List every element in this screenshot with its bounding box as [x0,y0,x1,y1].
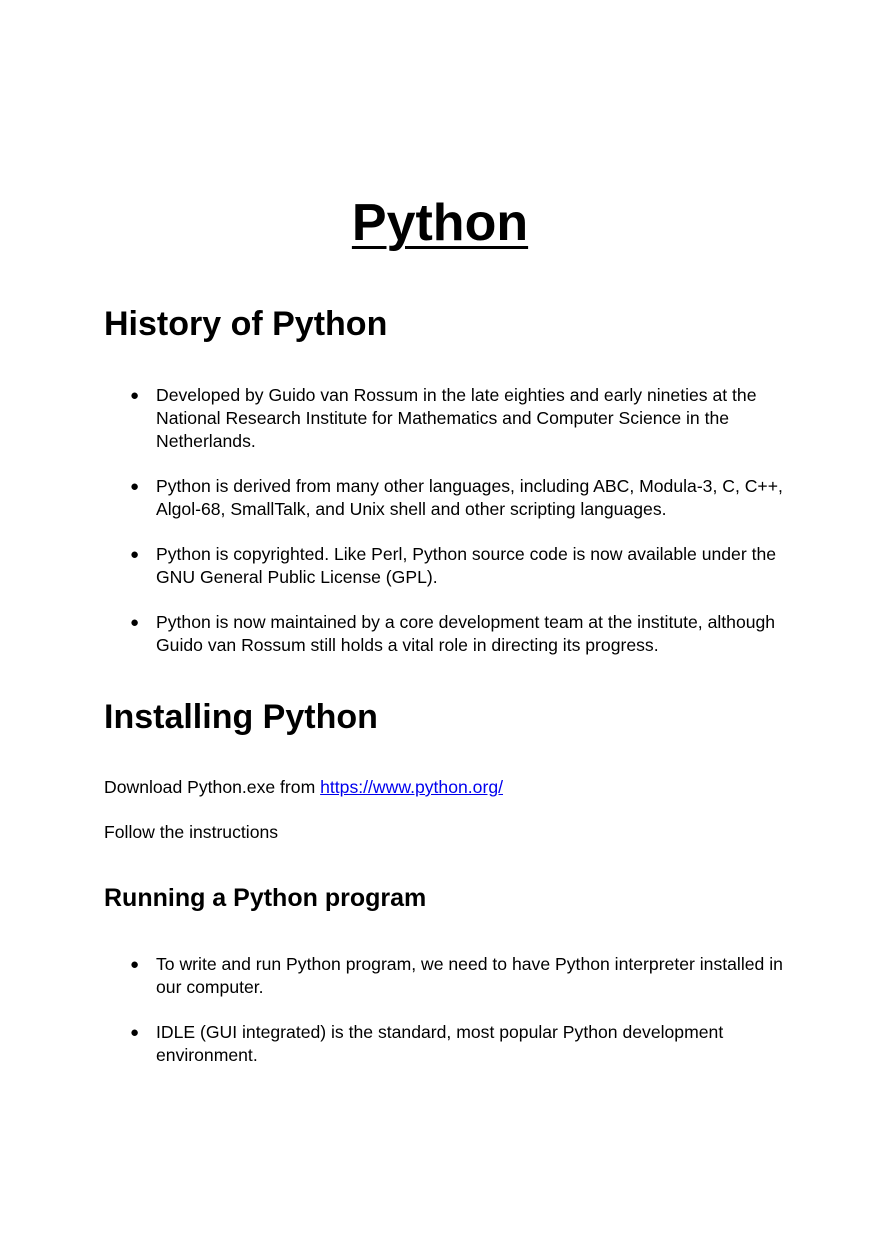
download-paragraph [104,776,503,799]
bullet-icon: ● [130,478,140,495]
list-item-text: IDLE (GUI integrated) is the standard, most popular Python development environment. [156,1022,724,1065]
download-text: Download Python.exe from [104,777,321,797]
history-list [130,384,790,679]
list-item-text: Python is derived from many other languages, including ABC, Modula-3, C, C++, Algol-68, SmallTalk, and Unix shell and other scripting languages. [156,476,783,519]
list-item [130,475,790,521]
list-item [130,953,790,999]
list-item [130,611,790,657]
list-item-text: Developed by Guido van Rossum in the late eighties and early nineties at the National Research Institute for Mathematics and Computer Science in the Netherlands. [156,385,757,451]
bullet-icon: ● [130,546,140,563]
list-item-text: Python is now maintained by a core development team at the institute, although Guido van Rossum still holds a vital role in directing its progress. [156,612,776,655]
list-item-text: Python is copyrighted. Like Perl, Python source code is now available under the GNU General Public License (GPL). [156,544,777,587]
history-heading: History of Python [104,305,388,343]
running-list [130,953,790,1089]
follow-instructions-text: Follow the instructions [104,822,279,842]
bullet-icon: ● [130,1024,140,1041]
list-item [130,384,790,453]
list-item [130,543,790,589]
list-item [130,1021,790,1067]
bullet-icon: ● [130,387,140,404]
bullet-icon: ● [130,956,140,973]
python-download-link[interactable]: https://www.python.org/ [320,777,503,797]
installing-heading: Installing Python [104,698,378,736]
page-title: Python [351,194,529,252]
bullet-icon: ● [130,614,140,631]
running-heading: Running a Python program [104,884,427,912]
list-item-text: To write and run Python program, we need to have Python interpreter installed in our computer. [156,954,783,997]
